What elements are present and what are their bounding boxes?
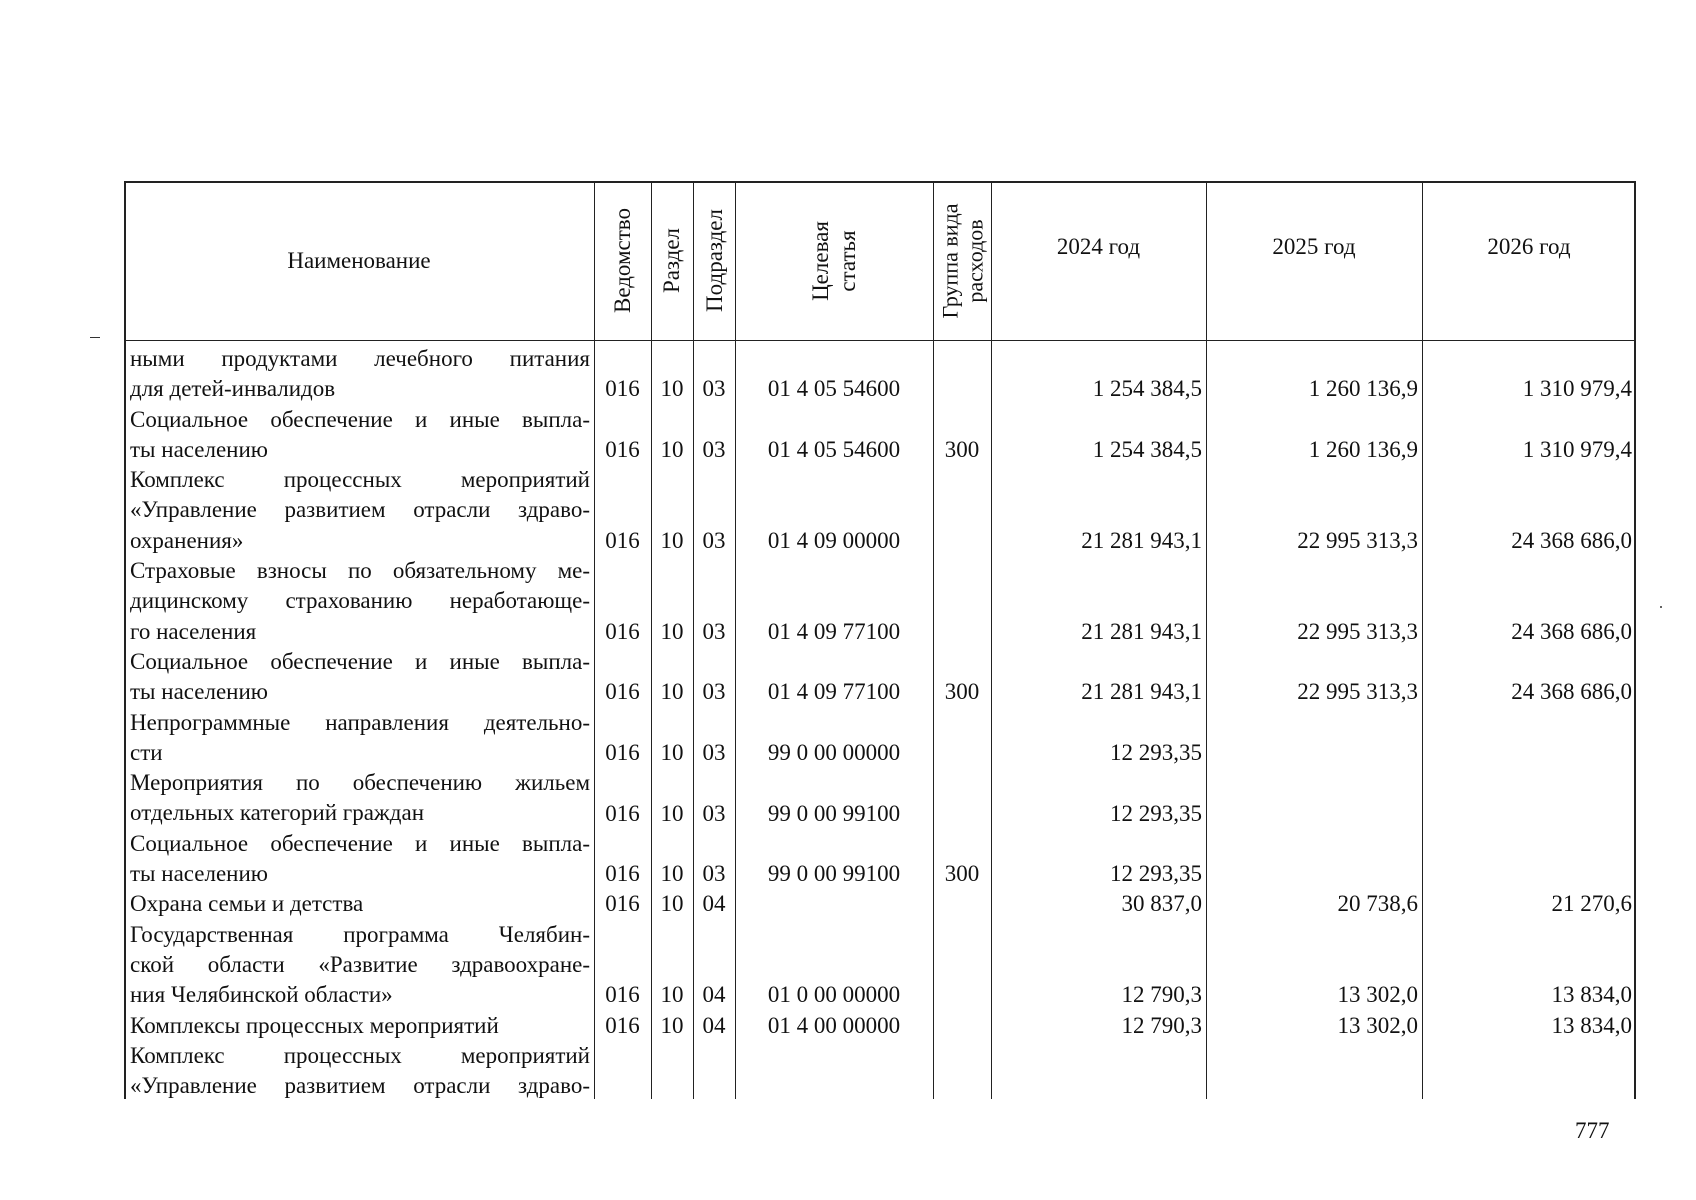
- row-name-line: Непрограммные направления деятельно-: [130, 709, 590, 735]
- row-name-line: сти: [130, 739, 163, 765]
- row-cell-v2026: 24 368 686,0: [1511, 527, 1632, 553]
- row-cell-v2026: 1 310 979,4: [1522, 436, 1632, 462]
- row-cell-v2026: 24 368 686,0: [1511, 618, 1632, 644]
- row-name: [130, 344, 590, 405]
- row-cell-podr: 03: [702, 527, 726, 553]
- row-cell-razd: 10: [660, 861, 684, 887]
- row-name-line: ской области «Развитие здравоохране-: [130, 951, 590, 977]
- row-cell-v2024: 21 281 943,1: [1081, 527, 1202, 553]
- row-cell-podr: 03: [702, 800, 726, 826]
- row-name-line: Комплекс процессных мероприятий: [130, 1042, 590, 1068]
- row-cell-podr: 03: [702, 618, 726, 644]
- row-name: [130, 465, 590, 556]
- row-name-line: Мероприятия по обеспечению жильем: [130, 770, 590, 796]
- row-name-line: Охрана семьи и детства: [130, 891, 364, 917]
- row-cell-v2024: 21 281 943,1: [1081, 618, 1202, 644]
- row-cell-v2024: 12 293,35: [1110, 861, 1202, 887]
- row-name-line: ты населению: [130, 679, 268, 705]
- row-cell-razd: 10: [660, 679, 684, 705]
- header-2026: [1422, 181, 1636, 311]
- row-cell-ved: 016: [605, 861, 640, 887]
- row-name: [130, 768, 590, 829]
- row-cell-v2024: 21 281 943,1: [1081, 679, 1202, 705]
- row-cell-razd: 10: [660, 800, 684, 826]
- header-gruppa: [933, 181, 991, 340]
- margin-mark: [90, 337, 100, 338]
- row-cell-v2025: 22 995 313,3: [1297, 679, 1418, 705]
- row-name-line: Страховые взносы по обязательному ме-: [130, 558, 590, 584]
- header-gruppa-line2: расходов: [962, 218, 988, 303]
- row-cell-v2026: 13 834,0: [1551, 1012, 1632, 1038]
- row-cell-razd: 10: [660, 1012, 684, 1038]
- row-cell-v2024: 30 837,0: [1121, 891, 1202, 917]
- row-cell-ved: 016: [605, 376, 640, 402]
- row-cell-razd: 10: [660, 739, 684, 765]
- row-cell-stat: 99 0 00 00000: [767, 739, 901, 765]
- row-cell-grp: 300: [944, 436, 980, 462]
- header-tselevaya-line1: Целевая: [807, 220, 833, 301]
- row-name-line: дицинскому страхованию неработающе-: [130, 588, 590, 614]
- row-cell-razd: 10: [660, 891, 684, 917]
- row-cell-stat: 99 0 00 99100: [767, 800, 901, 826]
- row-name-line: «Управление развитием отрасли здраво-: [130, 497, 590, 523]
- header-2024: [991, 181, 1206, 311]
- row-cell-v2026: 21 270,6: [1551, 891, 1632, 917]
- header-razdel: [651, 181, 693, 340]
- row-cell-ved: 016: [605, 618, 640, 644]
- row-name: [130, 708, 590, 769]
- row-name-line: охранения»: [130, 527, 244, 553]
- row-name-line: отдельных категорий граждан: [130, 800, 425, 826]
- row-cell-podr: 03: [702, 436, 726, 462]
- header-podrazdel: [693, 181, 735, 340]
- row-cell-ved: 016: [605, 679, 640, 705]
- row-name-line: Социальное обеспечение и иные выпла-: [130, 649, 590, 674]
- row-name: [130, 920, 590, 1011]
- row-cell-podr: 03: [702, 376, 726, 402]
- row-cell-v2025: 22 995 313,3: [1297, 618, 1418, 644]
- row-name-line: го населения: [130, 618, 257, 644]
- row-name-line: для детей-инвалидов: [130, 376, 336, 402]
- row-cell-v2024: 12 790,3: [1121, 982, 1202, 1008]
- row-cell-grp: 300: [944, 679, 980, 705]
- row-cell-stat: 01 4 09 77100: [767, 618, 901, 644]
- row-cell-razd: 10: [660, 527, 684, 553]
- header-rule: [124, 340, 1636, 341]
- row-name: [130, 1041, 590, 1102]
- header-name-text: Наименование: [287, 248, 431, 273]
- row-name-line: Комплекс процессных мероприятий: [130, 467, 590, 493]
- header-name: [124, 181, 594, 340]
- row-cell-stat: 01 4 05 54600: [767, 376, 901, 402]
- row-cell-v2025: 22 995 313,3: [1297, 527, 1418, 553]
- row-cell-v2024: 12 293,35: [1110, 800, 1202, 826]
- row-name-line: Комплексы процессных мероприятий: [130, 1012, 499, 1038]
- header-tselevaya: [735, 181, 933, 340]
- row-cell-razd: 10: [660, 982, 684, 1008]
- row-cell-podr: 04: [702, 891, 726, 917]
- row-cell-ved: 016: [605, 527, 640, 553]
- row-cell-podr: 04: [702, 982, 726, 1008]
- row-name-line: «Управление развитием отрасли здраво-: [130, 1073, 590, 1099]
- row-name: [130, 889, 590, 919]
- row-name-line: Социальное обеспечение и иные выпла-: [130, 830, 590, 856]
- row-name-line: ния Челябинской области»: [130, 982, 393, 1008]
- row-cell-stat: 01 4 09 00000: [767, 527, 901, 553]
- row-cell-ved: 016: [605, 1012, 640, 1038]
- row-name: [130, 647, 590, 708]
- row-cell-v2024: 1 254 384,5: [1092, 436, 1202, 462]
- header-tselevaya-line2: статья: [834, 229, 860, 292]
- row-cell-razd: 10: [660, 376, 684, 402]
- row-name: [130, 556, 590, 647]
- row-name: [130, 405, 590, 466]
- header-2026-text: 2026 год: [1487, 233, 1571, 259]
- row-cell-ved: 016: [605, 436, 640, 462]
- row-cell-v2024: 12 790,3: [1121, 1012, 1202, 1038]
- row-cell-razd: 10: [660, 436, 684, 462]
- row-cell-stat: 01 4 09 77100: [767, 679, 901, 705]
- header-2024-text: 2024 год: [1056, 233, 1141, 259]
- page-number: 777: [1575, 1118, 1610, 1143]
- row-name-line: ты населению: [130, 861, 268, 887]
- row-cell-v2026: 24 368 686,0: [1511, 679, 1632, 705]
- row-cell-stat: 01 4 05 54600: [767, 436, 901, 462]
- header-gruppa-line1: Группа вида: [937, 203, 963, 318]
- row-cell-razd: 10: [660, 618, 684, 644]
- header-podrazdel-text: Подраздел: [701, 209, 727, 312]
- row-name-line: ты населению: [130, 436, 268, 462]
- row-cell-podr: 03: [702, 679, 726, 705]
- row-cell-stat: 01 0 00 00000: [767, 982, 901, 1008]
- row-cell-v2025: 13 302,0: [1337, 1012, 1418, 1038]
- row-cell-podr: 03: [702, 861, 726, 887]
- header-razdel-text: Раздел: [659, 227, 685, 294]
- row-cell-v2024: 12 293,35: [1110, 739, 1202, 765]
- row-cell-v2025: 20 738,6: [1337, 891, 1418, 917]
- row-name-line: Социальное обеспечение и иные выпла-: [130, 406, 590, 432]
- header-vedomstvo: [594, 181, 651, 340]
- row-cell-stat: 99 0 00 99100: [767, 861, 901, 887]
- row-cell-v2025: 13 302,0: [1337, 982, 1418, 1008]
- budget-table: [124, 181, 1636, 1099]
- row-cell-ved: 016: [605, 891, 640, 917]
- row-name-line: Государственная программа Челябин-: [130, 921, 590, 947]
- row-cell-ved: 016: [605, 982, 640, 1008]
- row-cell-podr: 04: [702, 1012, 726, 1038]
- row-cell-grp: 300: [944, 861, 980, 887]
- row-name-line: ными продуктами лечебного питания: [130, 346, 590, 371]
- header-vedomstvo-text: Ведомство: [610, 207, 635, 314]
- header-2025-text: 2025 год: [1272, 233, 1356, 259]
- row-cell-ved: 016: [605, 800, 640, 826]
- row-cell-v2024: 1 254 384,5: [1092, 376, 1202, 402]
- row-cell-podr: 03: [702, 739, 726, 765]
- row-name: [130, 1011, 590, 1041]
- row-cell-v2026: 1 310 979,4: [1522, 376, 1632, 402]
- row-cell-v2025: 1 260 136,9: [1308, 376, 1418, 402]
- header-2025: [1206, 181, 1422, 311]
- row-cell-v2025: 1 260 136,9: [1308, 436, 1418, 462]
- row-name: [130, 829, 590, 890]
- speck: [1660, 606, 1662, 608]
- row-cell-v2026: 13 834,0: [1551, 982, 1632, 1008]
- row-cell-ved: 016: [605, 739, 640, 765]
- row-cell-stat: 01 4 00 00000: [767, 1012, 901, 1038]
